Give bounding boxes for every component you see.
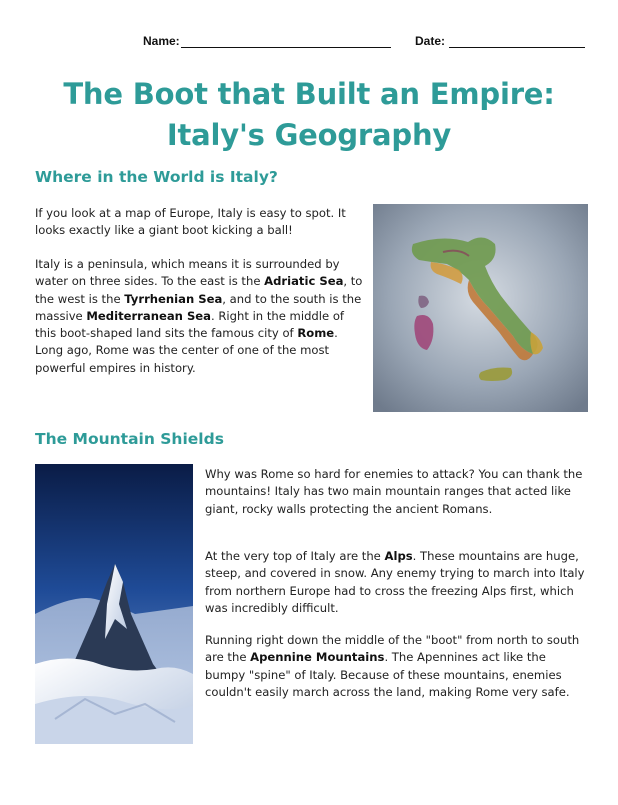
paragraph-apennines (205, 632, 588, 701)
name-line[interactable] (181, 47, 391, 48)
text-run: . The Apennines act like the bumpy "spine" of Italy. Because of these mountains, enemies couldn't easily march across the land, making Rome very safe. (205, 650, 570, 699)
text-run: Running right down the middle of the "boot" from north to south are the (205, 633, 580, 665)
text-run: At the very top of Italy are the (205, 549, 385, 563)
text-run: . Long ago, Rome was the center of one of the most powerful empires in history. (35, 326, 338, 375)
snowy-mountain-icon (35, 464, 193, 744)
section-heading-mountains: The Mountain Shields (35, 430, 224, 448)
text-run: , and to the south is the massive (35, 291, 362, 323)
bold-apennine-mountains: Apennine Mountains (250, 650, 385, 665)
title-line-1: The Boot that Built an Empire: (63, 77, 555, 111)
text-run: Italy is a peninsula, which means it is surrounded by water on three sides. To the east is the (35, 257, 340, 289)
paragraph-alps (205, 548, 588, 617)
section-heading-where: Where in the World is Italy? (35, 168, 278, 186)
italy-map-image (373, 204, 588, 412)
name-label: Name: (143, 34, 180, 48)
italy-map-icon (373, 204, 588, 412)
bold-tyrrhenian-sea: Tyrrhenian Sea (124, 291, 223, 306)
name-date-header (0, 34, 618, 52)
paragraph-peninsula (35, 256, 363, 377)
bold-alps: Alps (384, 549, 413, 563)
paragraph-intro: If you look at a map of Europe, Italy is easy to spot. It looks exactly like a giant boot kicking a ball! (35, 206, 346, 238)
title-line-2: Italy's Geography (166, 118, 452, 152)
page-title (0, 74, 618, 156)
text-run: . Right in the middle of this boot-shaped land sits the famous city of (35, 308, 344, 341)
text-run: . These mountains are huge, steep, and covered in snow. Any enemy trying to march into Italy from northern Europe had to cross the freezing Alps first, which was incredibly difficult. (205, 549, 585, 615)
mountain-image (35, 464, 193, 744)
date-label: Date: (415, 34, 446, 48)
bold-rome: Rome (297, 326, 335, 341)
bold-mediterranean-sea: Mediterranean Sea (86, 308, 211, 323)
paragraph-mountains-intro: Why was Rome so hard for enemies to attack? You can thank the mountains! Italy has two main mountain ranges that acted like giant, rocky walls protecting the ancient Romans. (205, 467, 583, 516)
text-run: , to the west is the (35, 274, 363, 306)
bold-adriatic-sea: Adriatic Sea (264, 274, 344, 289)
date-line[interactable] (449, 47, 585, 48)
